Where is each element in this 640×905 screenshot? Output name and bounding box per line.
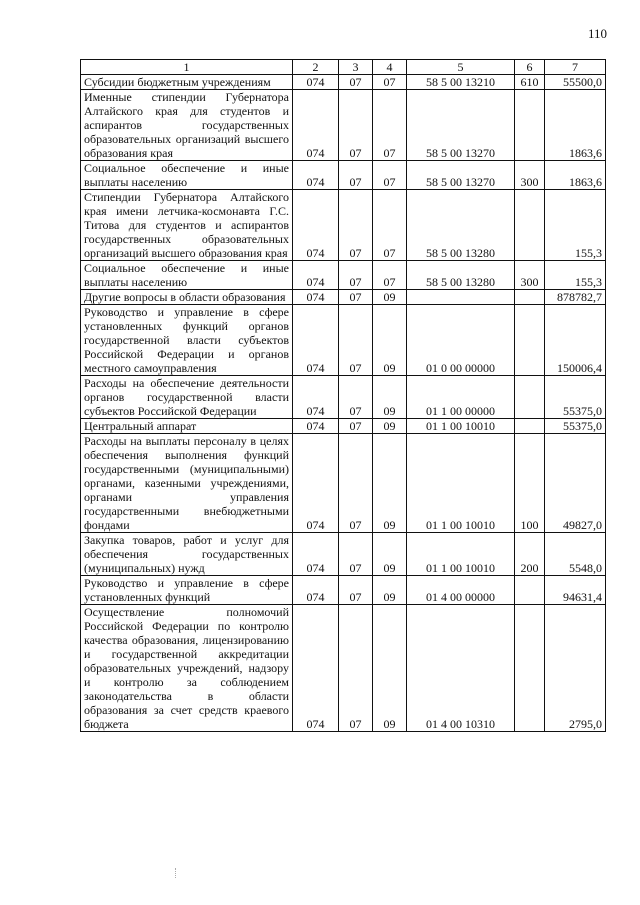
row-target-article: 58 5 00 13280 bbox=[407, 190, 515, 261]
table-row bbox=[81, 161, 606, 190]
row-subsection: 07 bbox=[373, 161, 407, 190]
scan-artifact bbox=[175, 868, 178, 878]
row-subsection: 09 bbox=[373, 605, 407, 732]
row-subsection: 09 bbox=[373, 305, 407, 376]
row-target-article: 01 1 00 10010 bbox=[407, 434, 515, 533]
table-row bbox=[81, 533, 606, 576]
row-admin-code: 074 bbox=[293, 376, 339, 419]
header-col-6: 6 bbox=[515, 60, 545, 75]
row-name: Руководство и управление в сфере установленных функций органов государственной власти субъектов Российской Федерации и органов местного самоуправления bbox=[81, 305, 293, 376]
row-subsection: 07 bbox=[373, 90, 407, 161]
row-amount: 1863,6 bbox=[545, 90, 606, 161]
row-subsection: 09 bbox=[373, 376, 407, 419]
row-target-article: 58 5 00 13270 bbox=[407, 161, 515, 190]
header-col-5: 5 bbox=[407, 60, 515, 75]
budget-table bbox=[80, 59, 606, 732]
row-amount: 2795,0 bbox=[545, 605, 606, 732]
row-amount: 55375,0 bbox=[545, 419, 606, 434]
row-target-article: 58 5 00 13270 bbox=[407, 90, 515, 161]
header-col-7: 7 bbox=[545, 60, 606, 75]
row-admin-code: 074 bbox=[293, 605, 339, 732]
row-admin-code: 074 bbox=[293, 419, 339, 434]
row-section: 07 bbox=[339, 576, 373, 605]
row-amount: 55375,0 bbox=[545, 376, 606, 419]
row-amount: 155,3 bbox=[545, 190, 606, 261]
row-amount: 49827,0 bbox=[545, 434, 606, 533]
row-section: 07 bbox=[339, 90, 373, 161]
row-section: 07 bbox=[339, 290, 373, 305]
row-expense-type bbox=[515, 576, 545, 605]
row-name: Стипендии Губернатора Алтайского края имени летчика-космонавта Г.С. Титова для студентов и аспирантов государственных образовательных организаций высшего образования края bbox=[81, 190, 293, 261]
row-admin-code: 074 bbox=[293, 261, 339, 290]
row-subsection: 09 bbox=[373, 290, 407, 305]
table-row bbox=[81, 90, 606, 161]
row-subsection: 07 bbox=[373, 190, 407, 261]
row-subsection: 09 bbox=[373, 533, 407, 576]
header-row bbox=[81, 60, 606, 75]
row-subsection: 09 bbox=[373, 419, 407, 434]
row-subsection: 09 bbox=[373, 434, 407, 533]
row-admin-code: 074 bbox=[293, 75, 339, 90]
row-target-article: 01 1 00 00000 bbox=[407, 376, 515, 419]
row-subsection: 07 bbox=[373, 261, 407, 290]
row-expense-type bbox=[515, 605, 545, 732]
header-col-4: 4 bbox=[373, 60, 407, 75]
row-name: Социальное обеспечение и иные выплаты населению bbox=[81, 261, 293, 290]
row-expense-type bbox=[515, 190, 545, 261]
row-admin-code: 074 bbox=[293, 161, 339, 190]
row-expense-type: 100 bbox=[515, 434, 545, 533]
row-target-article: 01 4 00 00000 bbox=[407, 576, 515, 605]
row-admin-code: 074 bbox=[293, 190, 339, 261]
row-section: 07 bbox=[339, 376, 373, 419]
table-row bbox=[81, 261, 606, 290]
row-subsection: 09 bbox=[373, 576, 407, 605]
row-amount: 55500,0 bbox=[545, 75, 606, 90]
row-target-article: 01 1 00 10010 bbox=[407, 533, 515, 576]
table-row bbox=[81, 419, 606, 434]
row-expense-type bbox=[515, 290, 545, 305]
row-expense-type: 300 bbox=[515, 161, 545, 190]
row-admin-code: 074 bbox=[293, 533, 339, 576]
row-section: 07 bbox=[339, 434, 373, 533]
row-name: Другие вопросы в области образования bbox=[81, 290, 293, 305]
row-name: Осуществление полномочий Российской Федерации по контролю качества образования, лицензированию и государственной аккредитации образовательных учреждений, надзору и контролю за соблюдением законодательства в области образования за счет средств краевого бюджета bbox=[81, 605, 293, 732]
row-section: 07 bbox=[339, 419, 373, 434]
table-row bbox=[81, 190, 606, 261]
row-admin-code: 074 bbox=[293, 576, 339, 605]
row-name: Закупка товаров, работ и услуг для обеспечения государственных (муниципальных) нужд bbox=[81, 533, 293, 576]
row-amount: 94631,4 bbox=[545, 576, 606, 605]
row-name: Руководство и управление в сфере установленных функций bbox=[81, 576, 293, 605]
row-section: 07 bbox=[339, 261, 373, 290]
row-target-article: 58 5 00 13210 bbox=[407, 75, 515, 90]
row-expense-type: 200 bbox=[515, 533, 545, 576]
row-admin-code: 074 bbox=[293, 434, 339, 533]
header-col-2: 2 bbox=[293, 60, 339, 75]
row-amount: 5548,0 bbox=[545, 533, 606, 576]
row-name: Расходы на обеспечение деятельности органов государственной власти субъектов Российской Федерации bbox=[81, 376, 293, 419]
table-row bbox=[81, 305, 606, 376]
row-section: 07 bbox=[339, 190, 373, 261]
table-row bbox=[81, 576, 606, 605]
table-row bbox=[81, 290, 606, 305]
row-admin-code: 074 bbox=[293, 305, 339, 376]
row-target-article: 58 5 00 13280 bbox=[407, 261, 515, 290]
row-expense-type: 610 bbox=[515, 75, 545, 90]
row-expense-type bbox=[515, 90, 545, 161]
row-name: Именные стипендии Губернатора Алтайского края для студентов и аспирантов государственных образовательных организаций высшего образования края bbox=[81, 90, 293, 161]
row-subsection: 07 bbox=[373, 75, 407, 90]
row-expense-type: 300 bbox=[515, 261, 545, 290]
row-name: Расходы на выплаты персоналу в целях обеспечения выполнения функций государственными (муниципальными) органами, казенными учреждениями, органами управления государственными внебюджетными фондами bbox=[81, 434, 293, 533]
row-admin-code: 074 bbox=[293, 290, 339, 305]
row-name: Социальное обеспечение и иные выплаты населению bbox=[81, 161, 293, 190]
table-row bbox=[81, 376, 606, 419]
row-target-article: 01 1 00 10010 bbox=[407, 419, 515, 434]
row-section: 07 bbox=[339, 161, 373, 190]
row-amount: 155,3 bbox=[545, 261, 606, 290]
row-section: 07 bbox=[339, 75, 373, 90]
table-row bbox=[81, 75, 606, 90]
row-amount: 150006,4 bbox=[545, 305, 606, 376]
row-section: 07 bbox=[339, 533, 373, 576]
row-target-article: 01 4 00 10310 bbox=[407, 605, 515, 732]
header-col-3: 3 bbox=[339, 60, 373, 75]
table-row bbox=[81, 434, 606, 533]
row-admin-code: 074 bbox=[293, 90, 339, 161]
page-number: 110 bbox=[587, 26, 607, 41]
row-name: Центральный аппарат bbox=[81, 419, 293, 434]
header-col-1: 1 bbox=[81, 60, 293, 75]
row-amount: 878782,7 bbox=[545, 290, 606, 305]
row-section: 07 bbox=[339, 305, 373, 376]
row-target-article: 01 0 00 00000 bbox=[407, 305, 515, 376]
table-row bbox=[81, 605, 606, 732]
row-expense-type bbox=[515, 419, 545, 434]
row-name: Субсидии бюджетным учреждениям bbox=[81, 75, 293, 90]
row-section: 07 bbox=[339, 605, 373, 732]
row-amount: 1863,6 bbox=[545, 161, 606, 190]
row-target-article bbox=[407, 290, 515, 305]
row-expense-type bbox=[515, 376, 545, 419]
row-expense-type bbox=[515, 305, 545, 376]
